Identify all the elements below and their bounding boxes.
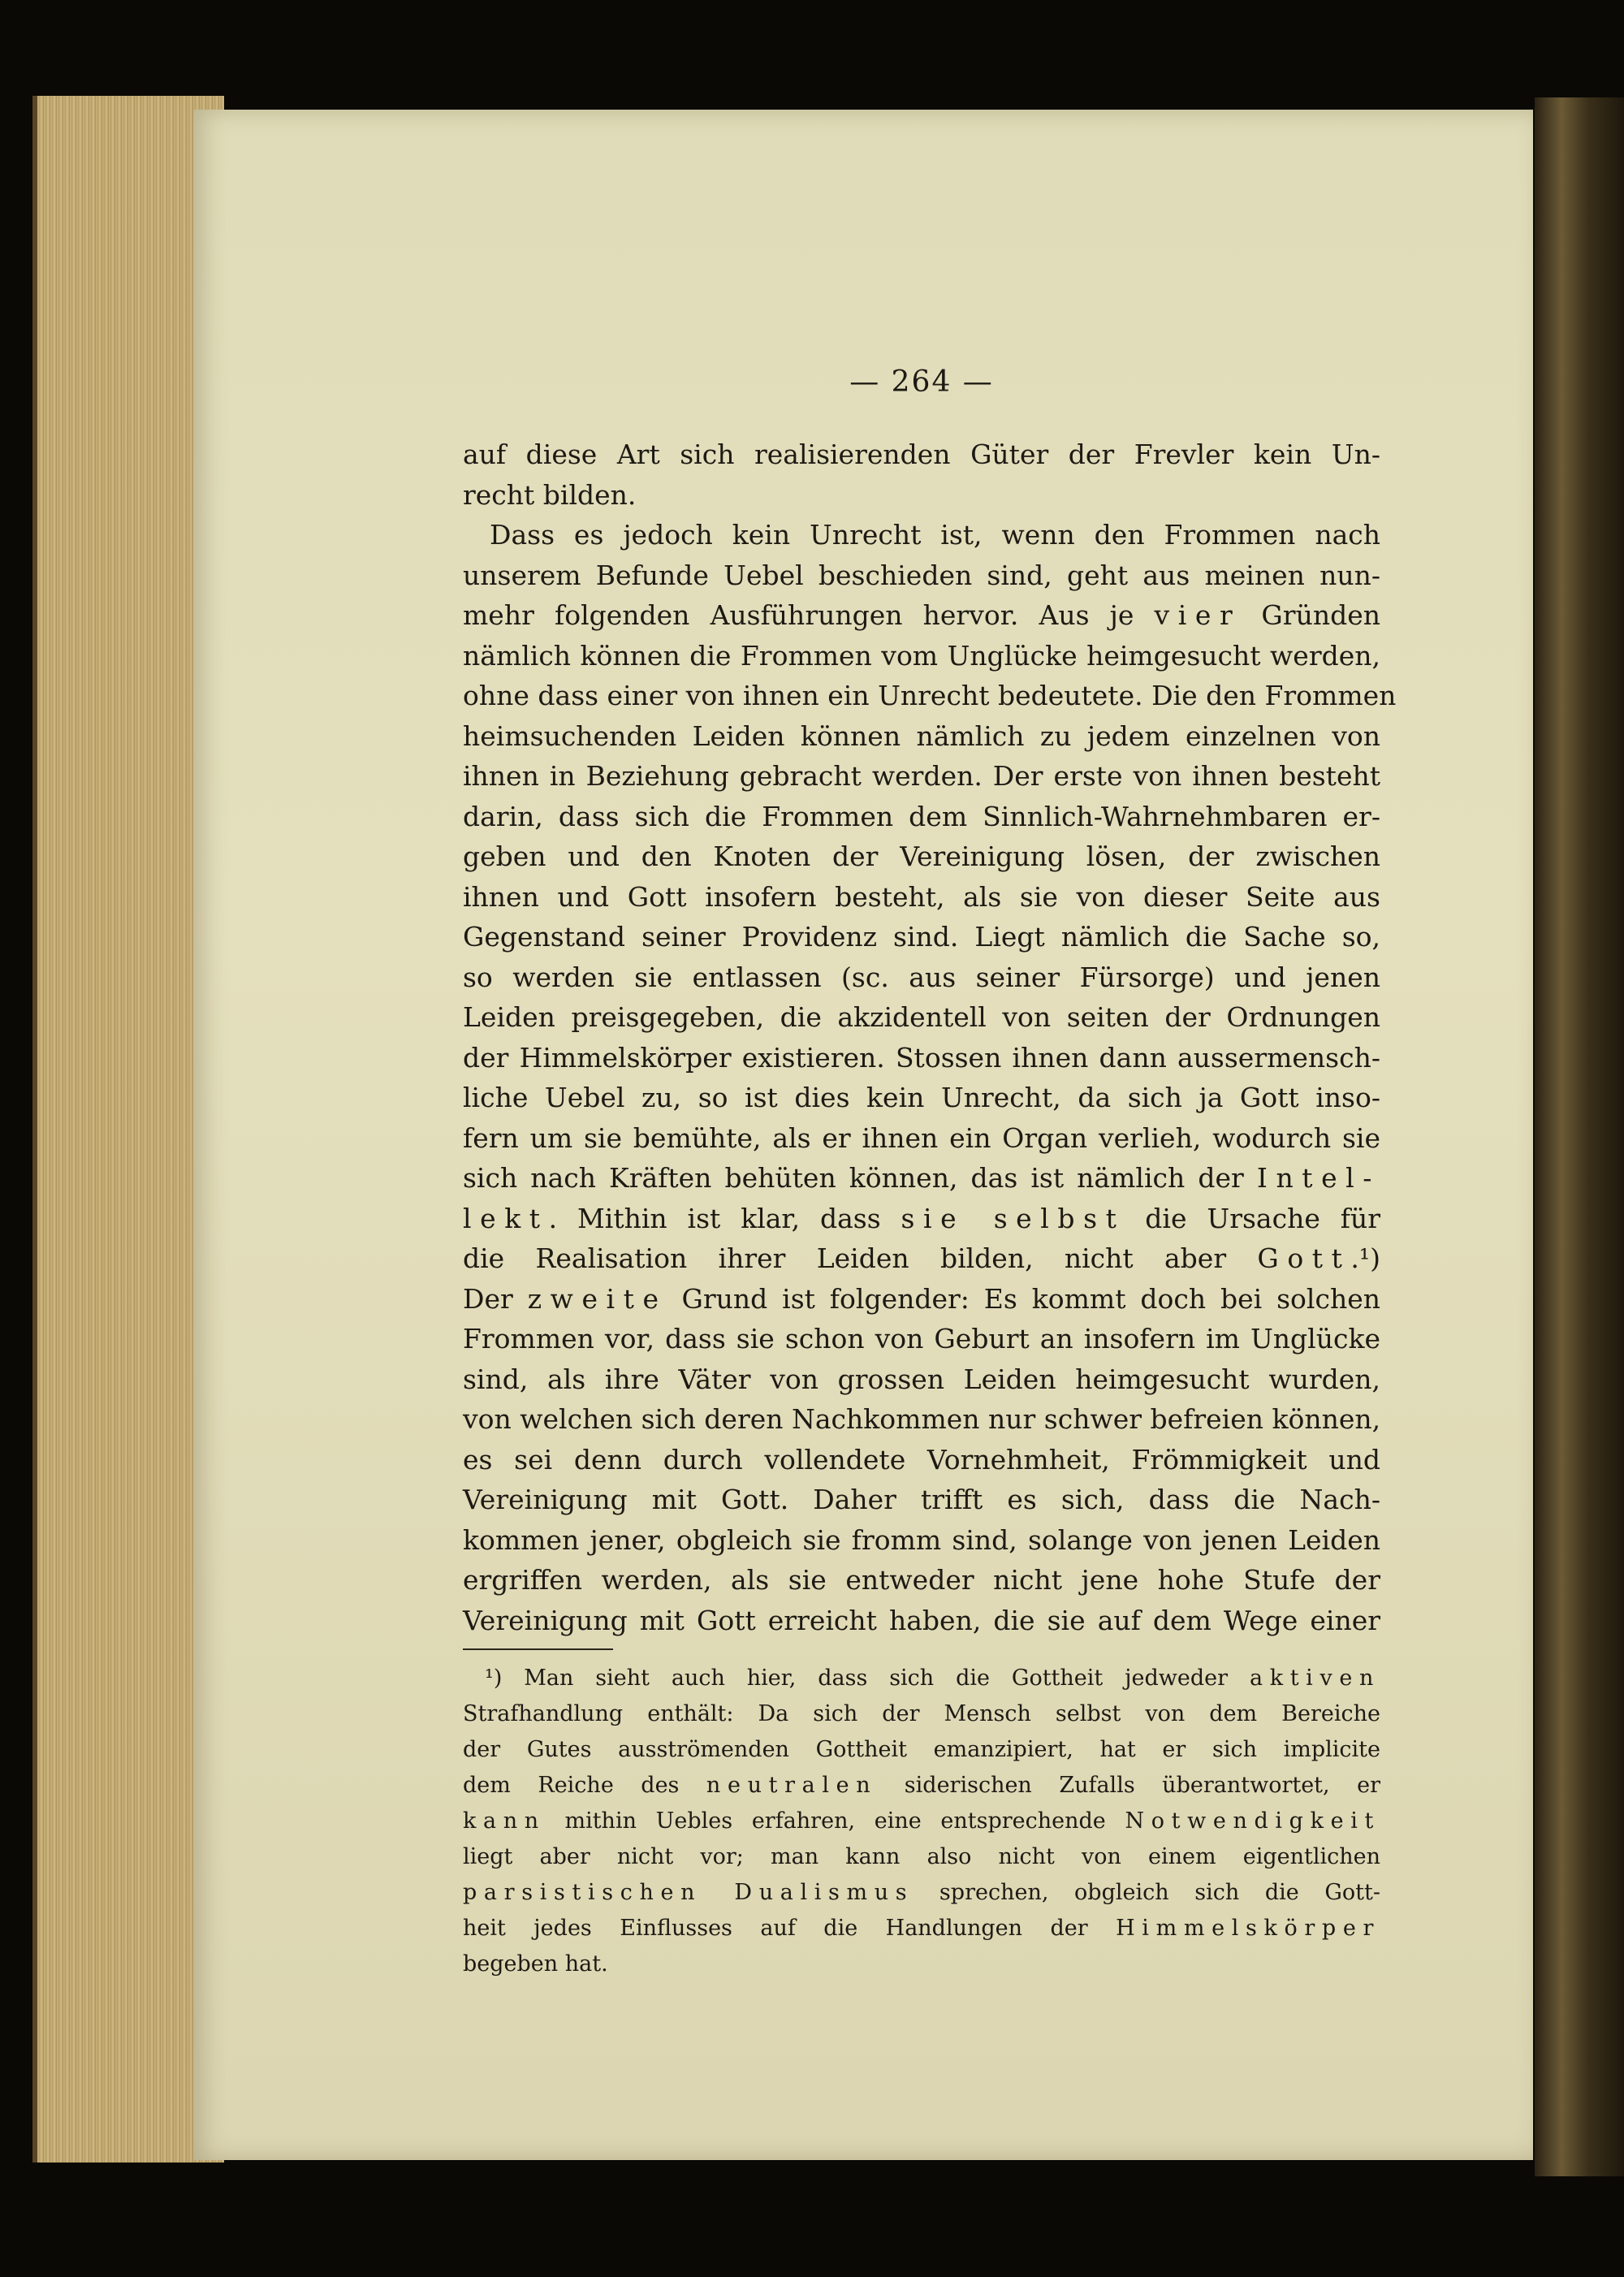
emphasized-text: Notwendigkeit	[1125, 1808, 1380, 1834]
footnote-line	[463, 1732, 1380, 1768]
footnote-line	[463, 1875, 1380, 1911]
text-line	[463, 877, 1380, 918]
text-line	[463, 595, 1380, 636]
text-segment: ¹) Man sieht auch hier, dass sich die Gottheit jedweder	[463, 1666, 1250, 1691]
text-segment: dem Reiche des	[463, 1773, 706, 1798]
text-line	[463, 1560, 1380, 1601]
text-segment: so werden sie entlassen (sc. aus seiner Fürsorge) und jenen	[463, 961, 1380, 993]
footnote-line	[463, 1768, 1380, 1804]
text-segment: es sei denn durch vollendete Vornehmheit, Frömmigkeit und	[463, 1443, 1380, 1476]
emphasized-text: kann	[463, 1808, 546, 1834]
footnote	[463, 1661, 1380, 1982]
text-segment: Vereinigung mit Gott erreicht haben, die sie auf dem Wege einer	[463, 1604, 1380, 1636]
text-segment: Frommen vor, dass sie schon von Geburt an insofern im Unglücke	[463, 1323, 1380, 1355]
emphasized-text: Himmelskörper	[1116, 1916, 1380, 1941]
text-segment: Gegenstand seiner Providenz sind. Liegt nämlich die Sache so,	[463, 921, 1380, 953]
text-line	[463, 756, 1380, 797]
emphasized-text: vier	[1154, 599, 1242, 631]
footnote-line	[463, 1804, 1380, 1839]
text-segment: fern um sie bemühte, als er ihnen ein Organ verlieh, wodurch sie	[463, 1121, 1380, 1154]
text-segment: .¹)	[1350, 1242, 1380, 1274]
text-segment: mithin Uebles erfahren, eine entsprechende	[545, 1808, 1125, 1834]
text-segment: recht bilden.	[463, 478, 637, 511]
text-segment: Dass es jedoch kein Unrecht ist, wenn den Frommen nach	[463, 519, 1380, 551]
text-segment: Der	[463, 1282, 528, 1315]
footnote-line	[463, 1946, 1380, 1982]
text-segment: Strafhandlung enthält: Da sich der Mensch selbst von dem Bereiche	[463, 1701, 1380, 1726]
text-segment: auf diese Art sich realisierenden Güter der Frevler kein Un-	[463, 439, 1380, 470]
text-segment: darin, dass sich die Frommen dem Sinnlich-Wahrnehmbaren er-	[463, 800, 1380, 832]
footnote-rule	[463, 1648, 613, 1650]
text-line	[463, 797, 1380, 837]
text-segment: der Himmelskörper existieren. Stossen ihnen dann aussermensch-	[463, 1041, 1380, 1074]
text-line	[463, 475, 1380, 516]
text-line	[463, 1359, 1380, 1400]
text-segment: Leiden preisgegeben, die akzidentell von seiten der Ordnungen	[463, 1001, 1380, 1033]
text-line	[463, 1520, 1380, 1561]
emphasized-text: neutralen	[706, 1773, 878, 1798]
text-segment: Grund ist folgender: Es kommt doch bei solchen	[667, 1282, 1380, 1315]
text-segment: Gründen	[1241, 599, 1380, 631]
text-segment: liegt aber nicht vor; man kann also nicht von einem eigentlichen	[463, 1844, 1380, 1869]
text-line	[463, 636, 1380, 676]
text-segment: Vereinigung mit Gott. Daher trifft es sich, dass die Nach-	[463, 1484, 1380, 1515]
text-segment: sind, als ihre Väter von grossen Leiden heimgesucht wurden,	[463, 1363, 1380, 1395]
main-text	[463, 434, 1397, 1640]
text-line	[463, 716, 1380, 757]
text-segment: die Realisation ihrer Leiden bilden, nicht aber	[463, 1242, 1258, 1274]
footnote-line	[463, 1661, 1380, 1696]
text-line	[463, 997, 1380, 1038]
text-segment: mehr folgenden Ausführungen hervor. Aus je	[463, 599, 1155, 631]
text-line	[463, 957, 1380, 998]
text-segment: ergriffen werden, als sie entweder nicht jene hohe Stufe der	[463, 1564, 1380, 1596]
text-line	[463, 676, 1397, 716]
emphasized-text: Gott	[1257, 1242, 1351, 1274]
footnote-line	[463, 1696, 1380, 1732]
text-segment: der Gutes ausströmenden Gottheit emanzipiert, hat er sich implicite	[463, 1737, 1380, 1762]
text-segment: liche Uebel zu, so ist dies kein Unrecht, da sich ja Gott inso-	[463, 1082, 1380, 1113]
text-segment: nämlich können die Frommen vom Unglücke heimgesucht werden,	[463, 639, 1380, 672]
facing-page-edge	[1535, 97, 1624, 2176]
text-line	[463, 1319, 1380, 1359]
emphasized-text: parsistischen Dualismus	[463, 1880, 914, 1905]
emphasized-text: aktiven	[1249, 1666, 1380, 1691]
text-line	[463, 1279, 1380, 1320]
page-number: — 264 —	[849, 365, 994, 399]
emphasized-text: Intel-	[1256, 1162, 1380, 1194]
text-line	[463, 1199, 1380, 1239]
text-segment: ohne dass einer von ihnen ein Unrecht bedeutete. Die den Frommen	[463, 680, 1397, 711]
text-line	[463, 1038, 1380, 1078]
text-line	[463, 515, 1380, 555]
text-segment: begeben hat.	[463, 1951, 608, 1977]
footnote-line	[463, 1839, 1380, 1875]
text-line	[463, 1078, 1380, 1118]
text-segment: geben und den Knoten der Vereinigung lösen, der zwischen	[463, 840, 1380, 872]
text-line	[463, 1118, 1380, 1159]
text-line	[463, 555, 1380, 596]
text-segment: unserem Befunde Uebel beschieden sind, geht aus meinen nun-	[463, 559, 1380, 591]
text-segment: ihnen und Gott insofern besteht, als sie von dieser Seite aus	[463, 880, 1380, 913]
text-line	[463, 836, 1380, 877]
text-line	[463, 1399, 1380, 1440]
text-line	[463, 1158, 1380, 1199]
text-line	[463, 434, 1380, 475]
text-line	[463, 917, 1380, 957]
text-segment: . Mithin ist klar, dass	[548, 1202, 901, 1234]
text-line	[463, 1238, 1380, 1279]
footnote-line	[463, 1911, 1380, 1946]
text-segment: ihnen in Beziehung gebracht werden. Der erste von ihnen besteht	[463, 760, 1380, 792]
text-segment: heimsuchenden Leiden können nämlich zu jedem einzelnen von	[463, 719, 1380, 752]
text-line	[463, 1480, 1380, 1520]
text-segment: sich nach Kräften behüten können, das ist nämlich der	[463, 1162, 1257, 1194]
text-line	[463, 1440, 1380, 1480]
text-line	[463, 1601, 1380, 1641]
emphasized-text: zweite	[527, 1282, 667, 1315]
text-segment: heit jedes Einflusses auf die Handlungen der	[463, 1916, 1116, 1941]
emphasized-text: lekt	[463, 1202, 549, 1234]
text-segment: kommen jener, obgleich sie fromm sind, solange von jenen Leiden	[463, 1523, 1380, 1556]
text-segment: von welchen sich deren Nachkommen nur schwer befreien können,	[463, 1403, 1381, 1435]
text-segment: sprechen, obgleich sich die Gott-	[914, 1880, 1381, 1905]
emphasized-text: sie selbst	[901, 1202, 1125, 1234]
text-segment: siderischen Zufalls überantwortet, er	[877, 1773, 1380, 1798]
text-segment: die Ursache für	[1125, 1202, 1380, 1234]
